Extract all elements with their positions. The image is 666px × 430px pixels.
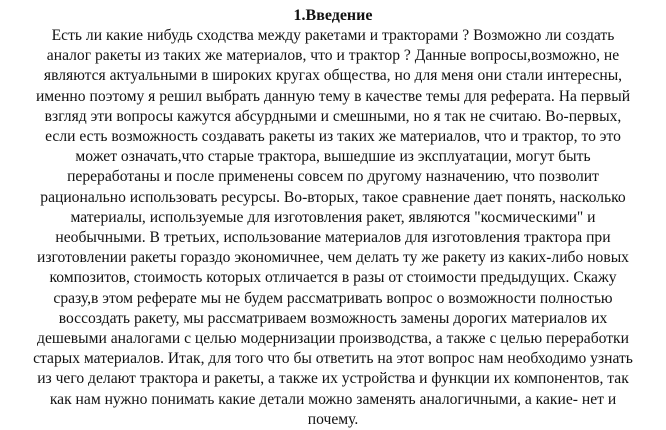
paragraph-line-3: являются актуальными в широких кругах общества, но для меня они стали интересны, [43, 67, 623, 85]
paragraph-line-19: как нам нужно понимать какие детали можно заменять аналогичными, а какие- нет и [49, 390, 617, 408]
section-heading: 1.Введение [293, 7, 373, 24]
body-paragraph [10, 26, 656, 430]
paragraph-line-4: именно поэтому я решил выбрать данную тему в качестве темы для реферата. На первый [35, 87, 631, 105]
paragraph-line-17: старых материалов. Итак, для того что бы ответить на этот вопрос нам необходимо узнать [33, 350, 633, 368]
paragraph-line-20: почему. [307, 410, 359, 428]
paragraph-line-16: дешевыми аналогами с целью модернизации производства, а также с целью переработки [37, 330, 629, 348]
paragraph-line-13: композитов, стоимость которых отличается в разы от стоимости предыдущих. Скажу [49, 269, 617, 287]
paragraph-line-14: сразу,в этом реферате мы не будем рассматривать вопрос о возможности полностью [53, 289, 613, 307]
paragraph-line-12: изготовлении ракеты гораздо экономичнее, чем делать ту же ракету из каких-либо новых [37, 249, 629, 267]
paragraph-line-9: рационально использовать ресурсы. Во-вторых, такое сравнение дает понять, насколько [40, 188, 626, 206]
paragraph-line-11: необычными. В третьих, использование материалов для изготовления трактора при [55, 229, 611, 247]
paragraph-line-15: воссоздать ракету, мы рассматриваем возможность замены дорогих материалов их [58, 309, 608, 327]
paragraph-line-1: Есть ли какие нибудь сходства между ракетами и тракторами ? Возможно ли создать [51, 27, 615, 44]
paragraph-line-2: аналог ракеты из таких же материалов, что и трактор ? Данные вопросы,возможно, не [46, 47, 620, 65]
paragraph-line-10: материалы, используемые для изготовления ракет, являются "космическими" и [70, 208, 596, 226]
paragraph-line-5: взгляд эти вопросы кажутся абсурдными и смешными, но я так не считаю. Во-первых, [44, 107, 622, 125]
paragraph-line-7: может означать,что старые трактора, вышедшие из эксплуатации, могут быть [75, 148, 591, 166]
paragraph-line-18: из чего делают трактора и ракеты, а также их устройства и функции их компонентов, так [37, 370, 629, 388]
paragraph-line-6: если есть возможность создавать ракеты из таких же материалов, что и трактор, то это [45, 128, 621, 146]
paragraph-line-8: переработаны и после применены совсем по другому назначению, что позволит [67, 168, 599, 186]
